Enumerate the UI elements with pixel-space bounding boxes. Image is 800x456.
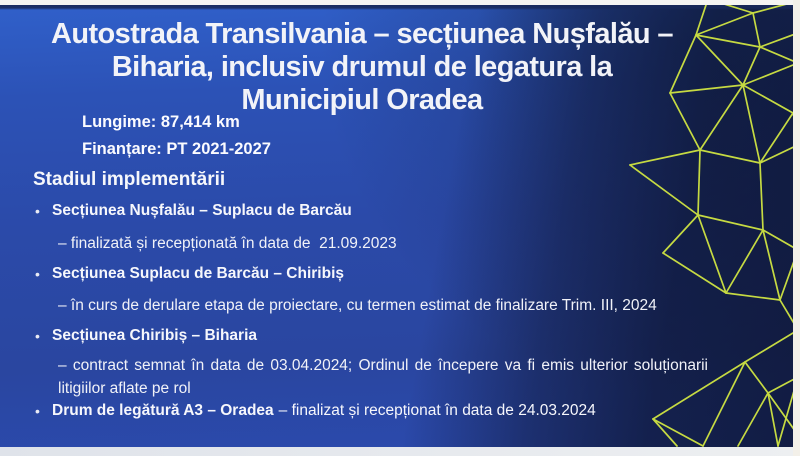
list-item-heading-3 [0,326,793,346]
bullet-icon: • [35,328,40,344]
stats-block [82,109,271,163]
title-line-2: Biharia, inclusiv drumul de legatura la [111,51,613,83]
photo-edge-right [793,0,800,456]
stat-financing-value: PT 2021-2027 [166,140,271,158]
photo-edge-bottom [0,447,800,456]
title-line-3: Municipiul Oradea [241,84,483,116]
list-item-heading-4 [0,401,793,421]
stat-financing-label: Finanțare: [82,140,162,158]
stat-financing [82,136,271,163]
item-1-detail: – finalizată și recepționată în data de 21.09.2023 [58,235,397,252]
item-2-heading: Secțiunea Suplacu de Barcău – Chiribiș [52,265,345,282]
slide-title [0,18,724,117]
list-item-heading-2 [0,264,793,284]
title-line-1: Autostrada Transilvania – secțiunea Nușfalău – [51,18,673,50]
bullet-icon: • [35,403,40,419]
slide-canvas [0,5,793,447]
stat-length [82,109,271,136]
item-4-detail: – finalizat și recepționat în data de 24.03.2024 [278,402,596,419]
list-item-heading-1 [0,201,793,221]
section-heading: Stadiul implementării [33,169,226,190]
stat-length-label: Lungime: [82,113,157,131]
bullet-icon: • [35,203,40,219]
item-3-detail: – contract semnat în data de 03.04.2024; Ordinul de începere va fi emis ulterior soluționarii litigiilor aflate pe rol [58,357,708,397]
item-2-detail: – în curs de derulare etapa de proiectare, cu termen estimat de finalizare Trim. III, 2024 [58,297,657,314]
item-3-heading: Secțiunea Chiribiș – Biharia [52,327,258,344]
stat-length-value: 87,414 km [160,113,240,131]
item-1-heading: Secțiunea Nușfalău – Suplacu de Barcău [52,202,352,219]
bullet-icon: • [35,266,40,282]
status-list [0,201,793,421]
item-4-heading: Drum de legătură A3 – Oradea [52,402,274,419]
